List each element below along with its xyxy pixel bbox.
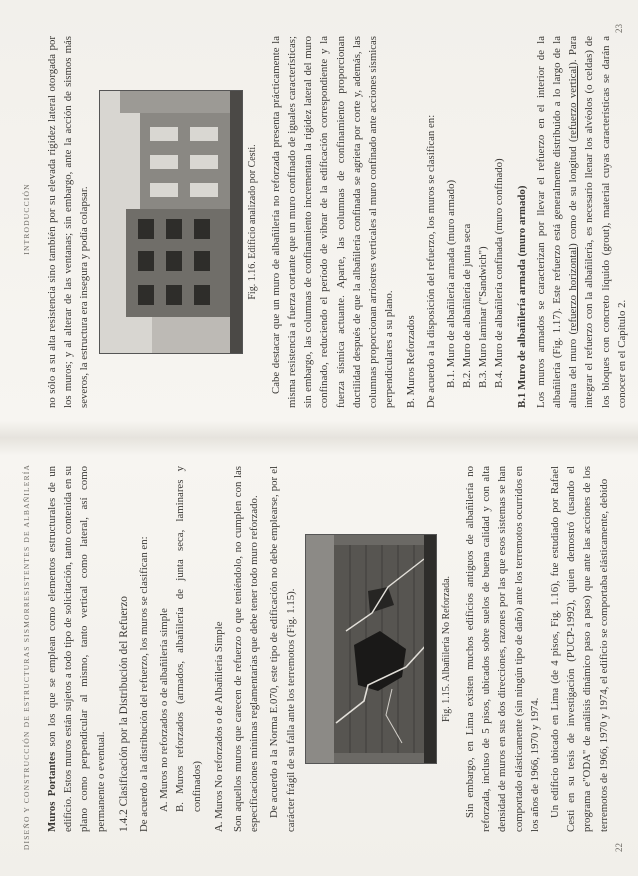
section-intro: De acuerdo a la distribución del refuerzo, los muros se clasifican en: xyxy=(138,536,151,832)
paragraph: De acuerdo a la Norma E.070, este tipo de edificación no debe emplearse, por el carácter frágil de su falla ante los terremotos (Fig. 1.15). xyxy=(268,466,297,832)
figure-caption: Fig. 1.16. Edificio analizado por Cesti. xyxy=(246,144,258,300)
section-heading: 1.4.2 Clasificación por la Distribución del Refuerzo xyxy=(117,596,130,832)
figure-1-15-cracked-wall-photo xyxy=(305,534,437,764)
term-refuerzo-horizontal: refuerzo horizontal xyxy=(567,246,580,331)
list-item: B.1. Muro de albañilería armada (muro armado) xyxy=(444,179,457,388)
term-refuerzo-vertical: refuerzo vertical xyxy=(567,65,580,139)
list-item: B.4. Muro de albañilería confinada (muro confinado) xyxy=(493,158,506,388)
subheading-muro-armado: B.1 Muro de albañilería armada (muro armado) xyxy=(515,185,528,408)
paragraph: Cabe destacar que un muro de albañilería no reforzada presenta prácticamente la misma resistencia a fuerza cortante que un muro confinado de iguales características; sin embargo, las columnas de confinamiento incrementan la rigidez lateral del muro confinado, reduciendo el período de vibrar de la edificación correspondiente y la fuerza sísmica actuante. Aparte, las columnas de confinamiento proporcionan ductilidad después de que la albañilería confinada se agrieta por corte y, además, las columnas proporcionan arriostres verticales al muro confinado ante acciones sísmicas perpendiculares a su plano. xyxy=(269,36,396,408)
list-item: A. Muros no reforzados o de albañilería simple xyxy=(158,608,171,812)
figure-caption: Fig. 1.15. Albañilería No Reforzada. xyxy=(440,575,452,723)
paragraph-fragment: ). Para integrar el refuerzo con la albañilería, es necesario llenar los alvéolos (o celdas) de los bloques con concreto líquido (grout), material cuyas características se darán a conocer en el Capítulo 2. xyxy=(567,36,628,408)
intro-paragraph xyxy=(44,466,109,832)
paragraph-muro-armado xyxy=(533,36,630,408)
term-muros-portantes: Muros Portantes xyxy=(46,751,58,832)
paragraph: Son aquellos muros que carecen de refuerzo o que teniéndolo, no cumplen con las especificaciones mínimas reglamentarias que debe tener todo muro reforzado. xyxy=(232,466,261,832)
classification-list xyxy=(156,466,205,832)
paragraph: De acuerdo a la disposición del refuerzo, los muros se clasifican en: xyxy=(424,114,437,408)
left-page xyxy=(0,438,638,876)
paragraph: Sin embargo, en Lima existen muchos edificios antiguos de albañilería no reforzada, incluso de 5 pisos, ubicados sobre suelos de buena calidad y con alta densidad de muros en sus dos direcciones, razones por las que esos sistemas se han comportado elásticamente (sin ningún tipo de daño) ante los terremotos ocurridos en los años de 1966, 1970 y 1974. xyxy=(464,466,541,832)
intro-paragraph-text: son los que se emplean como elementos estructurales de un edificio. Estos muros están sujetos a todo tipo de solicitación, tanto contenida en su plano como perpendicular al mismo, tanto vertical como lateral, así como permanente o eventual. xyxy=(46,466,107,832)
running-head: INTRODUCCIÓN xyxy=(22,183,31,255)
paragraph-fragment: ) como de su longitud ( xyxy=(567,138,580,247)
text-column xyxy=(44,36,634,408)
figure-1-16-building-photo xyxy=(99,90,243,354)
cracked-wall-image xyxy=(306,535,436,763)
text-column xyxy=(44,466,616,832)
page-number: 22 xyxy=(614,843,624,852)
list-item: B. Muros reforzados (armados, albañilería de junta seca, laminares y confinados) xyxy=(174,466,203,812)
reinforced-walls-list xyxy=(443,36,508,408)
page-number: 23 xyxy=(614,24,624,33)
running-head: DISEÑO Y CONSTRUCCIÓN DE ESTRUCTURAS SISMORRESISTENTES DE ALBAÑILERÍA xyxy=(22,463,31,851)
subheading-muros-no-reforzados: A. Muros No reforzados o de Albañilería Simple xyxy=(212,621,225,832)
paragraph: Un edificio ubicado en Lima (de 4 pisos, Fig. 1.16), fue estudiado por Rafael Cesti en su tesis de investigación (PUCP-1992), quien demostró (usando el programa e"ODA" de análisis dinámico paso a paso) que ante las acciones de los terremotos de 1966, 1970 y 1974, el edificio se comportaba elásticamente, debido xyxy=(549,466,610,832)
building-image xyxy=(100,91,242,353)
subheading-muros-reforzados: B. Muros Reforzados xyxy=(405,315,418,408)
list-item: B.3. Muro laminar ("Sandwich") xyxy=(477,246,490,388)
paragraph: no sólo a su alta resistencia sino también por su elevada rigidez lateral otorgada por los muros; y al alterar de las ventanas; sin embargo, ante la acción de sismos más severos, la estructura era insegura y podía colapsar. xyxy=(46,36,91,408)
paragraph-fragment: Los muros armados se caracterizan por llevar el refuerzo en el interior de la albañilería (Fig. 1.17). Este refuerzo está generalmente distribuido a lo largo de la altura del muro ( xyxy=(534,36,580,408)
list-item: B.2. Muro de albañilería de junta seca xyxy=(461,223,474,388)
